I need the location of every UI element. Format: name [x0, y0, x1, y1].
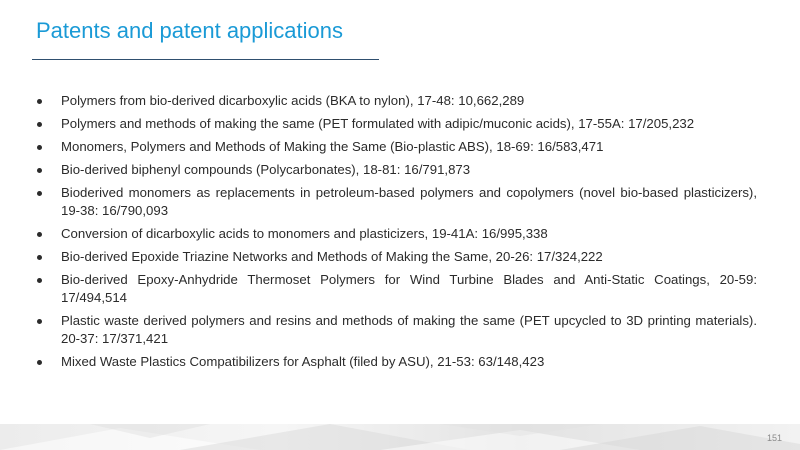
list-item [36, 312, 757, 348]
list-item [36, 225, 757, 243]
bullet-icon [37, 278, 42, 283]
footer-pattern [0, 424, 800, 450]
list-item [36, 353, 757, 371]
list-item-text: Monomers, Polymers and Methods of Making the Same (Bio-plastic ABS), 18-69: 16/583,471 [61, 139, 604, 154]
list-item-text: Polymers and methods of making the same (PET formulated with adipic/muconic acids), 17-55A: 17/205,232 [61, 116, 695, 131]
list-item-text: Bio-derived Epoxy-Anhydride Thermoset Polymers for Wind Turbine Blades and Anti-Static Coatings, 20-59: 17/494,514 [61, 272, 757, 305]
list-item [36, 161, 757, 179]
bullet-icon [37, 319, 42, 324]
list-item [36, 115, 757, 133]
bullet-icon [37, 360, 42, 365]
list-item-text: Conversion of dicarboxylic acids to monomers and plasticizers, 19-41A: 16/995,338 [61, 226, 548, 241]
list-item-text: Polymers from bio-derived dicarboxylic acids (BKA to nylon), 17-48: 10,662,289 [61, 93, 525, 108]
list-item-text: Bio-derived Epoxide Triazine Networks and Methods of Making the Same, 20-26: 17/324,222 [61, 249, 603, 264]
bullet-icon [37, 191, 42, 196]
bullet-icon [37, 232, 42, 237]
bullet-icon [37, 99, 42, 104]
list-item [36, 184, 757, 220]
bullet-icon [37, 145, 42, 150]
patent-list [36, 92, 757, 376]
bullet-icon [37, 122, 42, 127]
title-underline [32, 59, 379, 60]
list-item-text: Bioderived monomers as replacements in petroleum-based polymers and copolymers (novel bio-based plasticizers), 19-38: 16/790,093 [61, 185, 757, 218]
list-item [36, 92, 757, 110]
list-item-text: Plastic waste derived polymers and resins and methods of making the same (PET upcycled to 3D printing materials). 20-37: 17/371,421 [61, 313, 757, 346]
list-item [36, 248, 757, 266]
page-number: 151 [766, 433, 782, 443]
list-item [36, 138, 757, 156]
list-item [36, 271, 757, 307]
list-item-text: Mixed Waste Plastics Compatibilizers for Asphalt (filed by ASU), 21-53: 63/148,423 [61, 354, 545, 369]
footer-band [0, 424, 800, 450]
bullet-icon [37, 168, 42, 173]
slide-title: Patents and patent applications [36, 18, 344, 43]
list-item-text: Bio-derived biphenyl compounds (Polycarbonates), 18-81: 16/791,873 [61, 162, 471, 177]
bullet-icon [37, 255, 42, 260]
